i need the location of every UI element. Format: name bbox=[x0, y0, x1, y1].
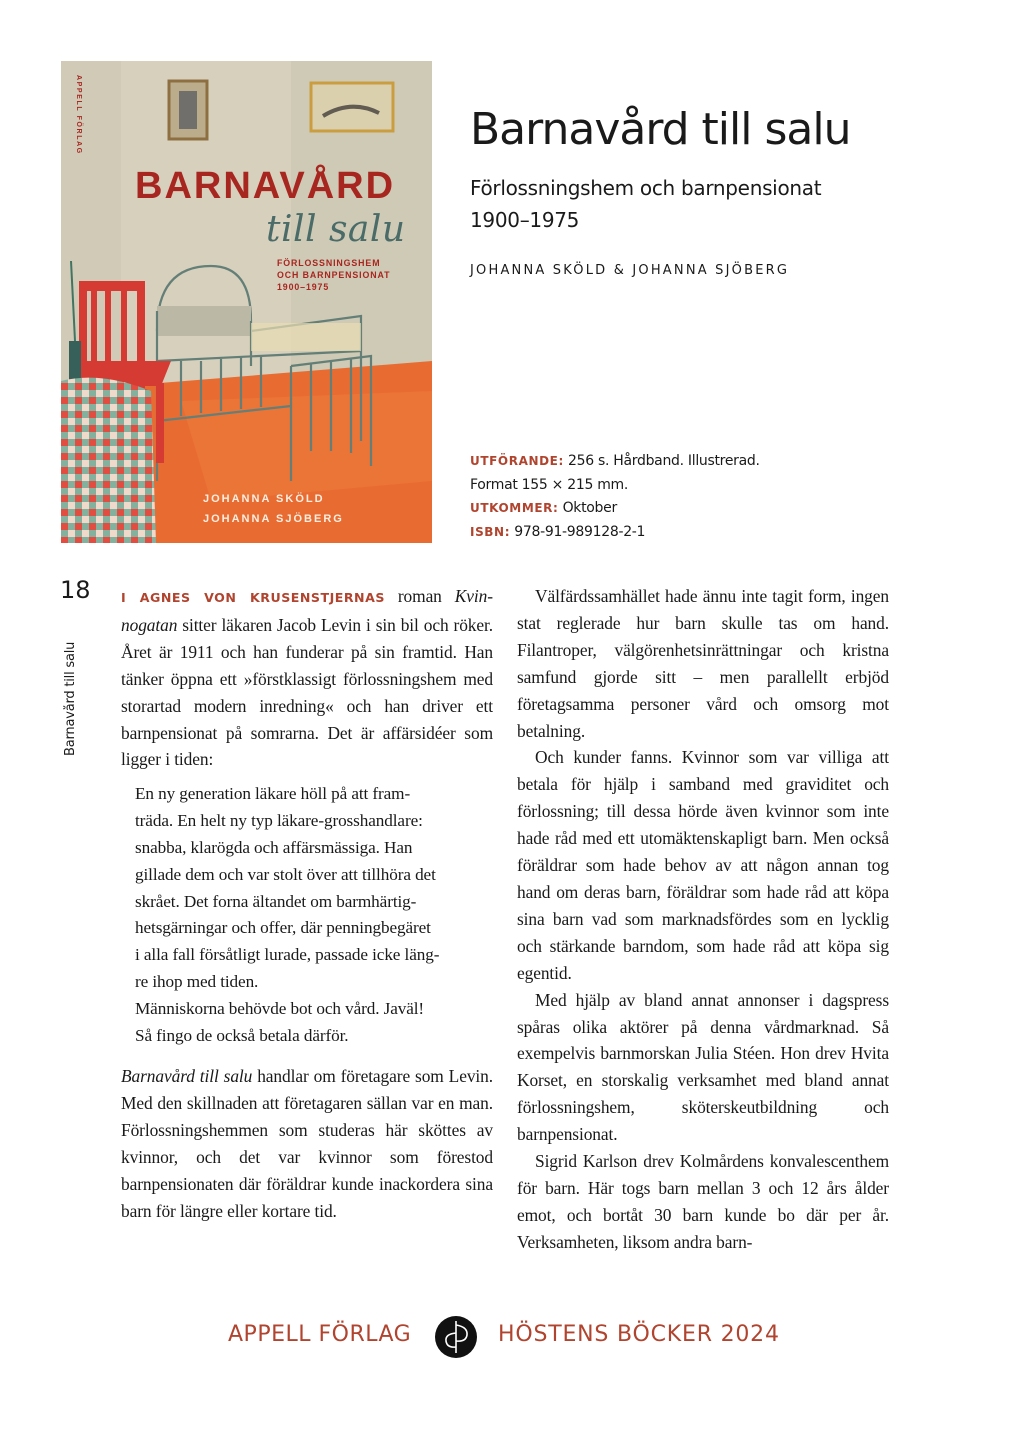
quote-line: skrået. Det forna ältandet om barmhärtig- bbox=[135, 891, 417, 911]
book-subtitle bbox=[470, 172, 890, 236]
isbn-value: 978-91-989128-2-1 bbox=[514, 523, 646, 540]
body-paragraph bbox=[121, 1063, 493, 1224]
block-quote bbox=[135, 781, 483, 1049]
format-line bbox=[470, 450, 870, 474]
body-text: roman bbox=[384, 586, 455, 606]
body-column-right bbox=[517, 583, 889, 1256]
book-subtitle-line: 1900–1975 bbox=[470, 208, 580, 232]
quote-line: Människorna behövde bot och vård. Javäl! bbox=[135, 998, 425, 1018]
lead-caps: I AGNES VON KRUSENSTJERNAS bbox=[121, 590, 385, 605]
format-value: 256 s. Hårdband. Illustrerad. bbox=[568, 453, 760, 469]
format-size: Format 155 × 215 mm. bbox=[470, 476, 629, 493]
format-label: UTFÖRANDE: bbox=[470, 454, 564, 468]
cover-subtitle-line: OCH BARNPENSIONAT bbox=[277, 270, 391, 280]
quote-line: snabba, klarögda och affärsmässiga. Han bbox=[135, 837, 413, 857]
page-number: 18 bbox=[60, 576, 91, 604]
body-text: sitter läkaren Jacob Levin i sin bil och röker. Året är 1911 och han funderar på sin framtid. Han tänker öppna ett »förstklassigt förlossningshem med storartad modern inredning« och han driver ett barnpensionat på somrarna. Det är affärsidéer som ligger i tiden: bbox=[121, 614, 493, 770]
cover-subtitle-line: FÖRLOSSNINGSHEM bbox=[277, 258, 381, 268]
book-authors: JOHANNA SKÖLD & JOHANNA SJÖBERG bbox=[470, 263, 790, 278]
book-reference: Kvinnogatan bbox=[121, 586, 493, 635]
running-head: Barnavård till salu bbox=[63, 641, 78, 756]
cover-authors bbox=[203, 489, 344, 529]
body-paragraph: Sigrid Karlson drev Kolmårdens konvalescenthem för barn. Här togs barn mellan 3 och 12 års ålder emot, och bortåt 30 barn kunde bo där per år. Verksamheten, liksom andra barn- bbox=[517, 1151, 889, 1252]
body-paragraph: Med hjälp av bland annat annonser i dagspress spåras olika aktörer på denna vårdmarknad. Så exempelvis barnmorskan Julia Stéen. Hon drev Hvita Korset, en storskalig verksamhet med bland annat förlossningshem, sköterskeutbildning och barnpensionat. bbox=[517, 989, 889, 1145]
release-line bbox=[470, 497, 870, 521]
body-paragraph bbox=[121, 583, 493, 773]
footer-publisher: APPELL FÖRLAG bbox=[228, 1322, 412, 1347]
quote-line: i alla fall försåtligt lurade, passade icke läng- bbox=[135, 945, 440, 965]
book-title-reference: Barnavård till salu bbox=[121, 1066, 253, 1087]
isbn-label: ISBN: bbox=[470, 524, 511, 539]
body-column-left bbox=[121, 583, 493, 1225]
quote-line: Så fingo de också betala därför. bbox=[135, 1025, 349, 1045]
cover-author: JOHANNA SJÖBERG bbox=[203, 513, 344, 525]
cover-author: JOHANNA SKÖLD bbox=[203, 493, 325, 505]
footer-season: HÖSTENS BÖCKER 2024 bbox=[498, 1322, 780, 1347]
body-text: handlar om företagare som Levin. Med den skillnaden att företagaren sällan var en man. Förlossningshemmen som studeras här sköttes av kvinnor, och det var kvinnor som förestod barnpensionaten där föräldrar kunde inackordera sina barn för längre eller kortare tid. bbox=[121, 1066, 493, 1221]
release-label: UTKOMMER: bbox=[470, 501, 559, 515]
cover-subtitle-line: 1900–1975 bbox=[277, 282, 330, 292]
cover-illustration bbox=[61, 61, 432, 543]
quote-line: En ny generation läkare höll på att fram- bbox=[135, 784, 411, 804]
book-title: Barnavård till salu bbox=[470, 104, 851, 155]
cover-script-title: till salu bbox=[266, 209, 406, 250]
quote-line: re ihop med tiden. bbox=[135, 971, 259, 991]
book-metadata bbox=[470, 450, 870, 544]
cover-subtitle bbox=[277, 257, 432, 293]
book-cover bbox=[61, 61, 432, 543]
release-value: Oktober bbox=[562, 500, 617, 516]
quote-line: träda. En helt ny typ läkare-grosshandlare: bbox=[135, 811, 423, 831]
body-paragraph: Och kunder fanns. Kvinnor som var villiga att betala för hjälp i samband med graviditet och förlossning; till dessa hörde även kvinnor som inte hade råd med ett utomäktenskapligt barn. Men också föräldrar som hade behov av att någon annan tog hand om deras barn, föräldrar som hade råd att köpa sina barn vad som marknadsfördes som en lycklig och stärkande barndom, som hade råd att köpa sig egentid. bbox=[517, 747, 889, 983]
isbn-line bbox=[470, 521, 870, 545]
quote-line: gillade dem och var stolt över att tillhöra det bbox=[135, 864, 436, 884]
book-subtitle-line: Förlossningshem och barnpensionat bbox=[470, 176, 822, 200]
body-paragraph: Välfärdssamhället hade ännu inte tagit form, ingen stat reglerade hur barn skulle tas om hand. Filantroper, välgörenhetsinrättningar och kristna samfund gjorde sitt – men parallellt erbjöd företagsamma personer vård och omsorg mot betalning. bbox=[517, 586, 889, 741]
appell-logo-icon bbox=[434, 1315, 478, 1359]
cover-title: BARNAVÅRD bbox=[135, 165, 396, 207]
quote-line: hetsgärningar och offer, där penningbegäret bbox=[135, 918, 431, 938]
cover-spine-text: APPELL FÖRLAG bbox=[75, 75, 82, 155]
